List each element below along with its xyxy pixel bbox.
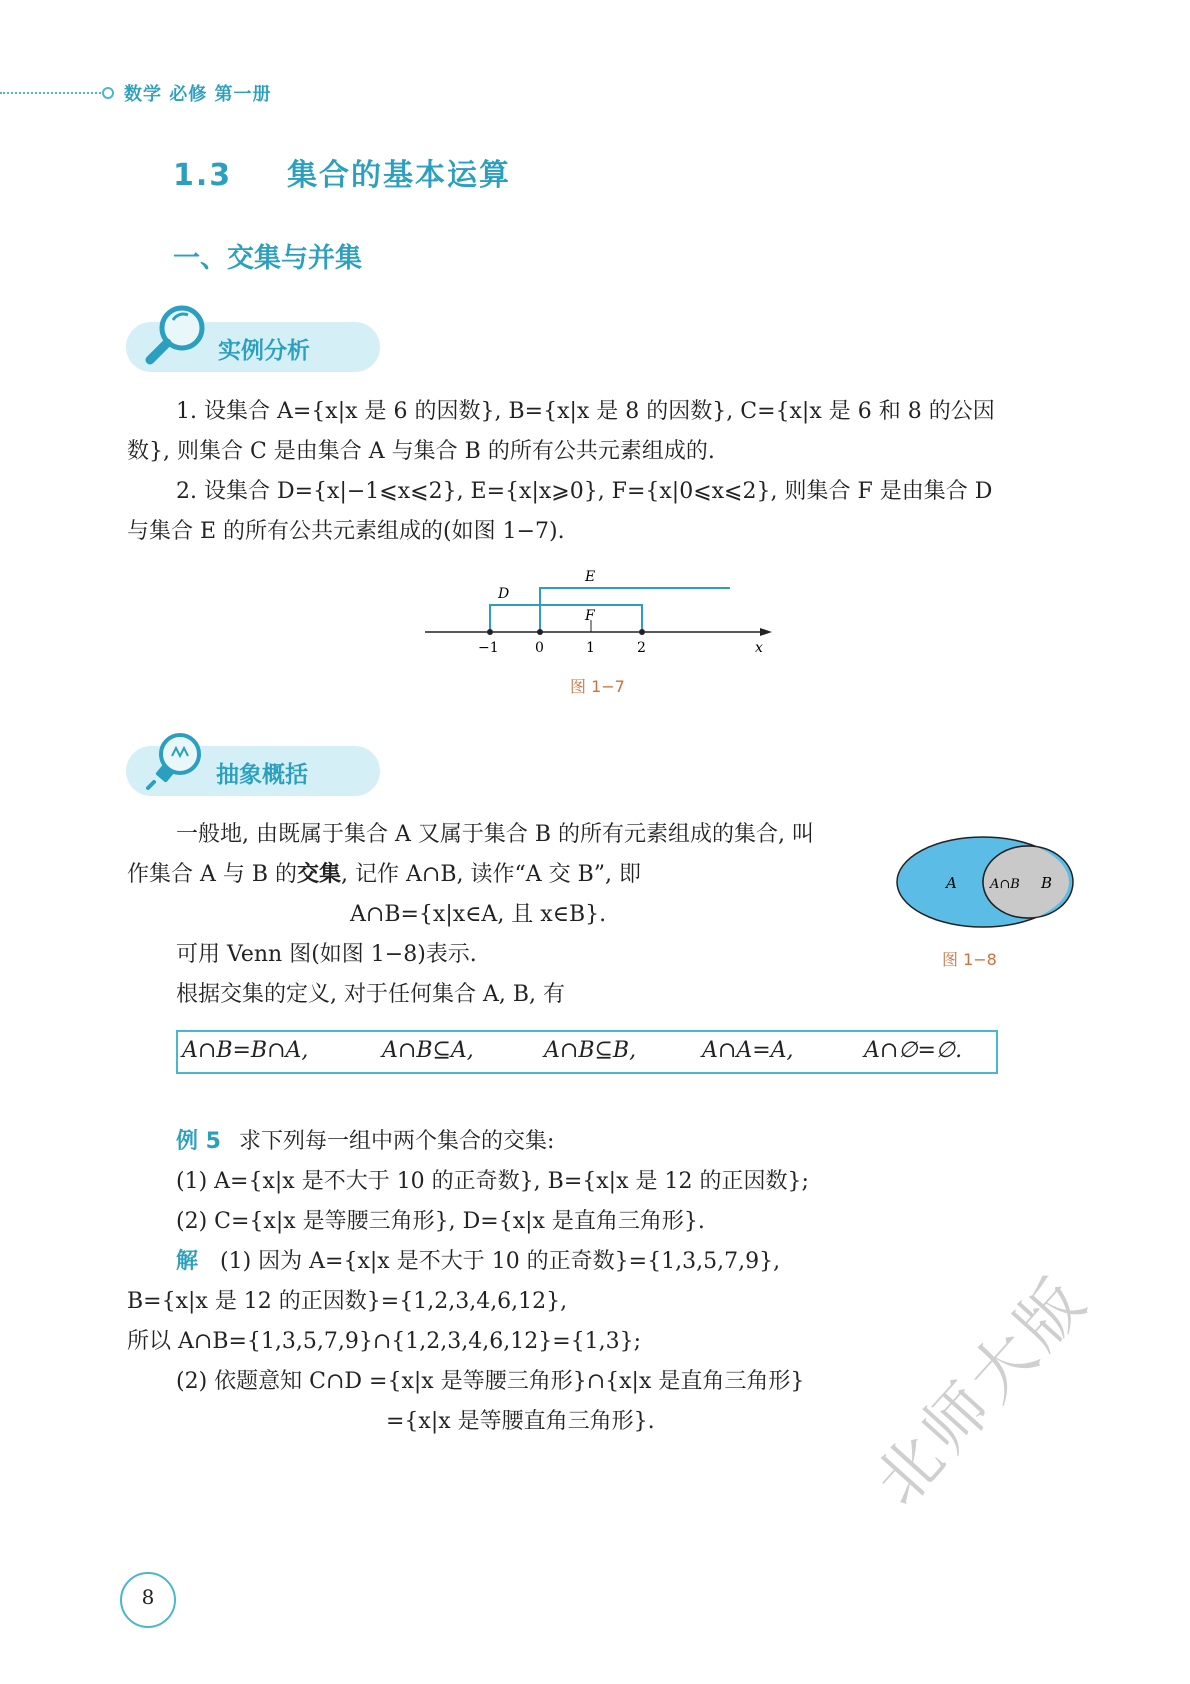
example5-heading [176,1122,554,1162]
item1-line1: 1. 设集合 A={x|x 是 6 的因数}, B={x|x 是 8 的因数}, C={x|x 是 6 和 8 的公因 [176,399,995,424]
solution-label: 解 [176,1249,199,1274]
section-title-text: 集合的基本运算 [287,158,512,193]
abstract-line2 [127,855,641,895]
point-2 [639,629,645,635]
item1-line2: 数}, 则集合 C 是由集合 A 与集合 B 的所有公共元素组成的. [127,439,715,464]
figure-1-7-number-line [420,568,780,668]
property-subset-A: A∩B⊆A, [382,1038,474,1063]
subsection-title: 一、交集与并集 [173,243,362,274]
venn-label-B: B [1041,874,1053,892]
tick-1: 1 [586,640,595,656]
set-E-ray [540,588,730,632]
figure-1-8-caption: 图 1−8 [942,950,997,969]
example5-q2: (2) C={x|x 是等腰三角形}, D={x|x 是直角三角形}. [176,1209,705,1234]
point-0 [537,629,543,635]
running-title: 数学 必修 第一册 [124,84,272,105]
section-number: 1.3 [173,158,233,193]
example-analysis-label: 实例分析 [218,338,310,364]
page-number: 8 [141,1585,155,1609]
solution-line5: ={x|x 是等腰直角三角形}. [386,1409,655,1434]
venn-line: 可用 Venn 图(如图 1−8)表示. [176,942,477,967]
abstract-line2-pre: 作集合 A 与 B 的 [127,862,298,887]
intersection-definition: A∩B={x|x∈A, 且 x∈B}. [350,902,607,927]
property-idempotent: A∩A=A, [702,1038,794,1063]
solution-line1 [176,1242,780,1282]
header-circle-icon [102,87,114,99]
item2-line1: 2. 设集合 D={x|−1⩽x⩽2}, E={x|x⩾0}, F={x|0⩽x⩽2}, 则集合 F 是由集合 D [176,479,993,504]
solution-line4: (2) 依题意知 C∩D ={x|x 是等腰三角形}∩{x|x 是直角三角形} [176,1369,805,1394]
label-D: D [498,586,510,602]
figure-1-8-venn [896,834,1076,934]
label-E: E [585,569,596,585]
venn-label-intersection: A∩B [990,877,1020,892]
example5-prompt: 求下列每一组中两个集合的交集: [238,1129,555,1154]
header-dotted-line [0,92,104,94]
solution-s1: (1) 因为 A={x|x 是不大于 10 的正奇数}={1,3,5,7,9}, [220,1249,781,1274]
property-commutative: A∩B=B∩A, [182,1038,309,1063]
solution-line2: B={x|x 是 12 的正因数}={1,2,3,4,6,12}, [127,1289,568,1314]
example5-q1: (1) A={x|x 是不大于 10 的正奇数}, B={x|x 是 12 的正因数}; [176,1169,809,1194]
axis-arrow-icon [760,628,772,636]
magnifier-icon [140,300,210,370]
section-title [173,150,511,194]
label-F: F [585,608,595,624]
property-empty: A∩∅=∅. [864,1038,963,1063]
venn-label-A: A [946,874,957,892]
tick-2: 2 [637,640,646,656]
label-x: x [755,640,763,656]
property-subset-B: A∩B⊆B, [544,1038,637,1063]
tick-neg1: −1 [478,640,499,656]
term-intersection: 交集 [297,862,342,887]
lightbulb-icon [140,726,210,796]
set-D-bracket [490,605,642,632]
abstract-label: 抽象概括 [216,762,308,788]
figure-1-7-caption: 图 1−7 [570,677,625,696]
example5-label: 例 5 [176,1129,221,1154]
abstract-line2-post: , 记作 A∩B, 读作“A 交 B”, 即 [341,862,642,887]
solution-line3: 所以 A∩B={1,3,5,7,9}∩{1,2,3,4,6,12}={1,3}; [127,1329,642,1354]
item2-line2: 与集合 E 的所有公共元素组成的(如图 1−7). [127,519,565,544]
point-neg1 [487,629,493,635]
props-intro: 根据交集的定义, 对于任何集合 A, B, 有 [176,982,566,1007]
publisher-watermark: 北师大版 [861,1261,1104,1520]
tick-0: 0 [535,640,544,656]
abstract-line1: 一般地, 由既属于集合 A 又属于集合 B 的所有元素组成的集合, 叫 [176,822,815,847]
